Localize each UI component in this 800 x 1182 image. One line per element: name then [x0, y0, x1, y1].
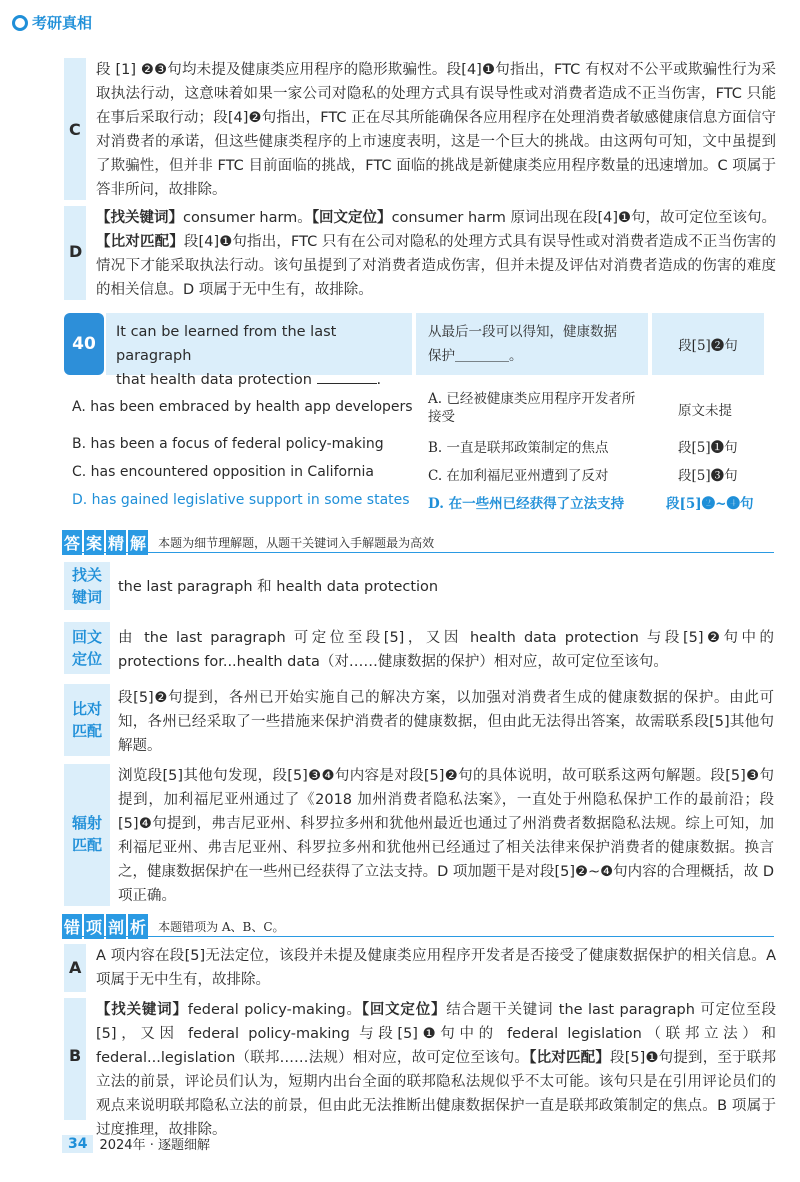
- keyword-tag: 【找关键词】: [96, 1002, 188, 1018]
- locate-text: 结合题干关键词 the last paragraph 可定位至段[5]，又因 federal policy-making 与段[5]❶句中的 federal legislation（联邦立法）和 federal...legislation（联邦……法规）相对应，故可定位至该句。: [96, 1002, 776, 1066]
- locate-tag: 【回文定位】: [361, 1002, 447, 1018]
- option-en: A. has been embraced by health app developers: [72, 399, 413, 415]
- locate-tag: 【回文定位】: [311, 210, 392, 226]
- option-loc: 原文未提: [678, 403, 732, 419]
- step-label-match: 比对匹配: [71, 700, 102, 740]
- step-label-radiate: 辐射匹配: [71, 814, 102, 854]
- badge-char: 析: [128, 914, 148, 939]
- option-cn: D. 在一些州已经获得了立法支持: [428, 496, 625, 512]
- wrong-b-label: B: [69, 1046, 82, 1065]
- step-label-keywords: 找关键词: [71, 566, 102, 606]
- keyword-tag: 【找关键词】: [96, 210, 183, 226]
- footer-title: 2024年 · 逐题细解: [99, 1138, 210, 1153]
- question-stem-cn: [416, 313, 648, 375]
- answer-header-rule: [62, 552, 774, 553]
- wrong-b-text: [96, 998, 776, 1142]
- badge-char: 剖: [106, 914, 126, 939]
- question-locator-box: [652, 313, 764, 375]
- stem-cn-line2: 保护＿＿＿＿。: [428, 348, 523, 364]
- option-row: [0, 390, 800, 430]
- match-text: 段[4]❶句指出，FTC 只有在公司对隐私的处理方式具有误导性或对消费者造成不正当伤害的情况下才能采取执法行动。该句虽提到了对消费者造成伤害，但并未提及评估对消费者造成的伤害的难度的相关信息。D 项属于无中生有，故排除。: [96, 234, 776, 298]
- option-en: D. has gained legislative support in some states: [72, 492, 410, 508]
- wrong-a-label: A: [69, 958, 82, 977]
- step-label-locate: 回文定位: [71, 628, 102, 668]
- page-number: 34: [62, 1135, 93, 1153]
- option-cn: A. 已经被健康类应用程序开发者所接受: [428, 391, 636, 425]
- brand-title: 考研真相: [32, 14, 93, 32]
- option-row-correct: [0, 492, 800, 516]
- option-loc: 段[5]❷~❹句: [666, 496, 754, 512]
- stem-cn-line1: 从最后一段可以得知，健康数据: [428, 324, 617, 340]
- footer: [62, 1134, 210, 1153]
- badge-char: 解: [128, 530, 148, 555]
- option-c-analysis: 段 [1] ❷❸句均未提及健康类应用程序的隐形欺骗性。段[4]❶句指出，FTC 有权对不公平或欺骗性行为采取执法行动，这意味着如果一家公司对隐私的处理方式具有误导性或对消费者造成不正当伤害，FTC 只能在事后采取行动；段[4]❷句指出，FTC 正在尽其所能确保各应用程序在处理消费者敏感健康信息方面信守对消费者的承诺，但这些健康类程序的上市速度表明，这是一个巨大的挑战。由这两句可知，文中虽提到了欺骗性，但并非 FTC 目前面临的挑战，FTC 面临的挑战是新健康类应用程序数量的迅速增加。C 项属于答非所问，故排除。: [96, 62, 776, 198]
- badge-char: 错: [62, 914, 82, 939]
- answer-subtitle: 本题为细节理解题，从题干关键词入手解题最为高效: [158, 536, 435, 550]
- locate-text: consumer harm 原词出现在段[4]❶句，故可定位至该句。: [391, 210, 777, 226]
- option-row: [0, 464, 800, 488]
- stem-en-line2-wrap: that health data protection .: [116, 372, 382, 388]
- badge-char: 答: [62, 530, 82, 555]
- step-match-text: 段[5]❷句提到，各州已开始实施自己的解决方案，以加强对消费者生成的健康数据的保护。由此可知，各州已经采取了一些措施来保护消费者的健康数据，但由此无法得出答案，故需联系段[5]其他句解题。: [118, 690, 774, 754]
- keyword-text: consumer harm。: [183, 210, 312, 226]
- match-tag: 【比对匹配】: [529, 1050, 611, 1066]
- badge-char: 案: [84, 530, 104, 555]
- option-d-analysis: [96, 206, 776, 302]
- question-number-badge: [64, 313, 104, 375]
- question-stem-en: [106, 313, 412, 388]
- question-number: 40: [72, 334, 96, 354]
- stem-blank: [317, 383, 377, 384]
- question-locator: 段[5]❷句: [678, 338, 738, 354]
- option-en: C. has encountered opposition in California: [72, 464, 374, 480]
- search-logo-icon: [12, 15, 28, 31]
- option-en: B. has been a focus of federal policy-making: [72, 436, 384, 452]
- option-loc: 段[5]❶句: [678, 440, 738, 456]
- option-cn: C. 在加利福尼亚州遭到了反对: [428, 468, 609, 484]
- keyword-text: federal policy-making。: [187, 1002, 362, 1018]
- option-c-label: C: [69, 120, 81, 139]
- wrong-a-text: A 项内容在段[5]无法定位，该段并未提及健康类应用程序开发者是否接受了健康数据保护的相关信息。A 项属于无中生有，故排除。: [96, 948, 776, 988]
- stem-en-line1: It can be learned from the last paragraph: [116, 324, 337, 364]
- option-row: [0, 436, 800, 460]
- badge-char: 项: [84, 914, 104, 939]
- stem-en-line2: that health data protection: [116, 372, 312, 388]
- wrong-subtitle: 本题错项为 A、B、C。: [158, 920, 285, 934]
- option-cn: B. 一直是联邦政策制定的焦点: [428, 440, 609, 456]
- wrong-header-rule: [62, 936, 774, 937]
- match-text: 段[5]❶句提到，至于联邦立法的前景，评论员们认为，短期内出台全面的联邦隐私法规似乎不太可能。该句只是在引用评论员们的观点来说明联邦隐私立法的前景，但由此无法推断出健康数据保护一直是联邦政策制定的焦点。B 项属于过度推理，故排除。: [96, 1050, 776, 1138]
- option-d-label: D: [69, 242, 83, 261]
- badge-char: 精: [106, 530, 126, 555]
- step-locate-text: 由 the last paragraph 可定位至段[5]，又因 health data protection 与段[5]❷句中的 protections for...health data（对……健康数据的保护）相对应，故可定位至该句。: [118, 630, 774, 670]
- step-keywords-text: the last paragraph 和 health data protection: [118, 579, 439, 595]
- option-loc: 段[5]❸句: [678, 468, 738, 484]
- header-brand: [12, 12, 92, 33]
- match-tag: 【比对匹配】: [96, 234, 184, 250]
- step-radiate-text: 浏览段[5]其他句发现，段[5]❸❹句内容是对段[5]❷句的具体说明，故可联系这两句解题。段[5]❸句提到，加利福尼亚州通过了《2018 加州消费者隐私法案》，一直处于州隐私保护工作的最前沿；段[5]❹句提到，弗吉尼亚州、科罗拉多州和犹他州最近也通过了州消费者数据隐私法规。综上可知，加利福尼亚州、弗吉尼亚州、科罗拉多州和犹他州已经通过了相关法律来保护消费者的健康数据。换言之，健康数据保护在一些州已经获得了立法支持。D 项加题干是对段[5]❷~❹句内容的合理概括，故 D 项正确。: [118, 768, 774, 904]
